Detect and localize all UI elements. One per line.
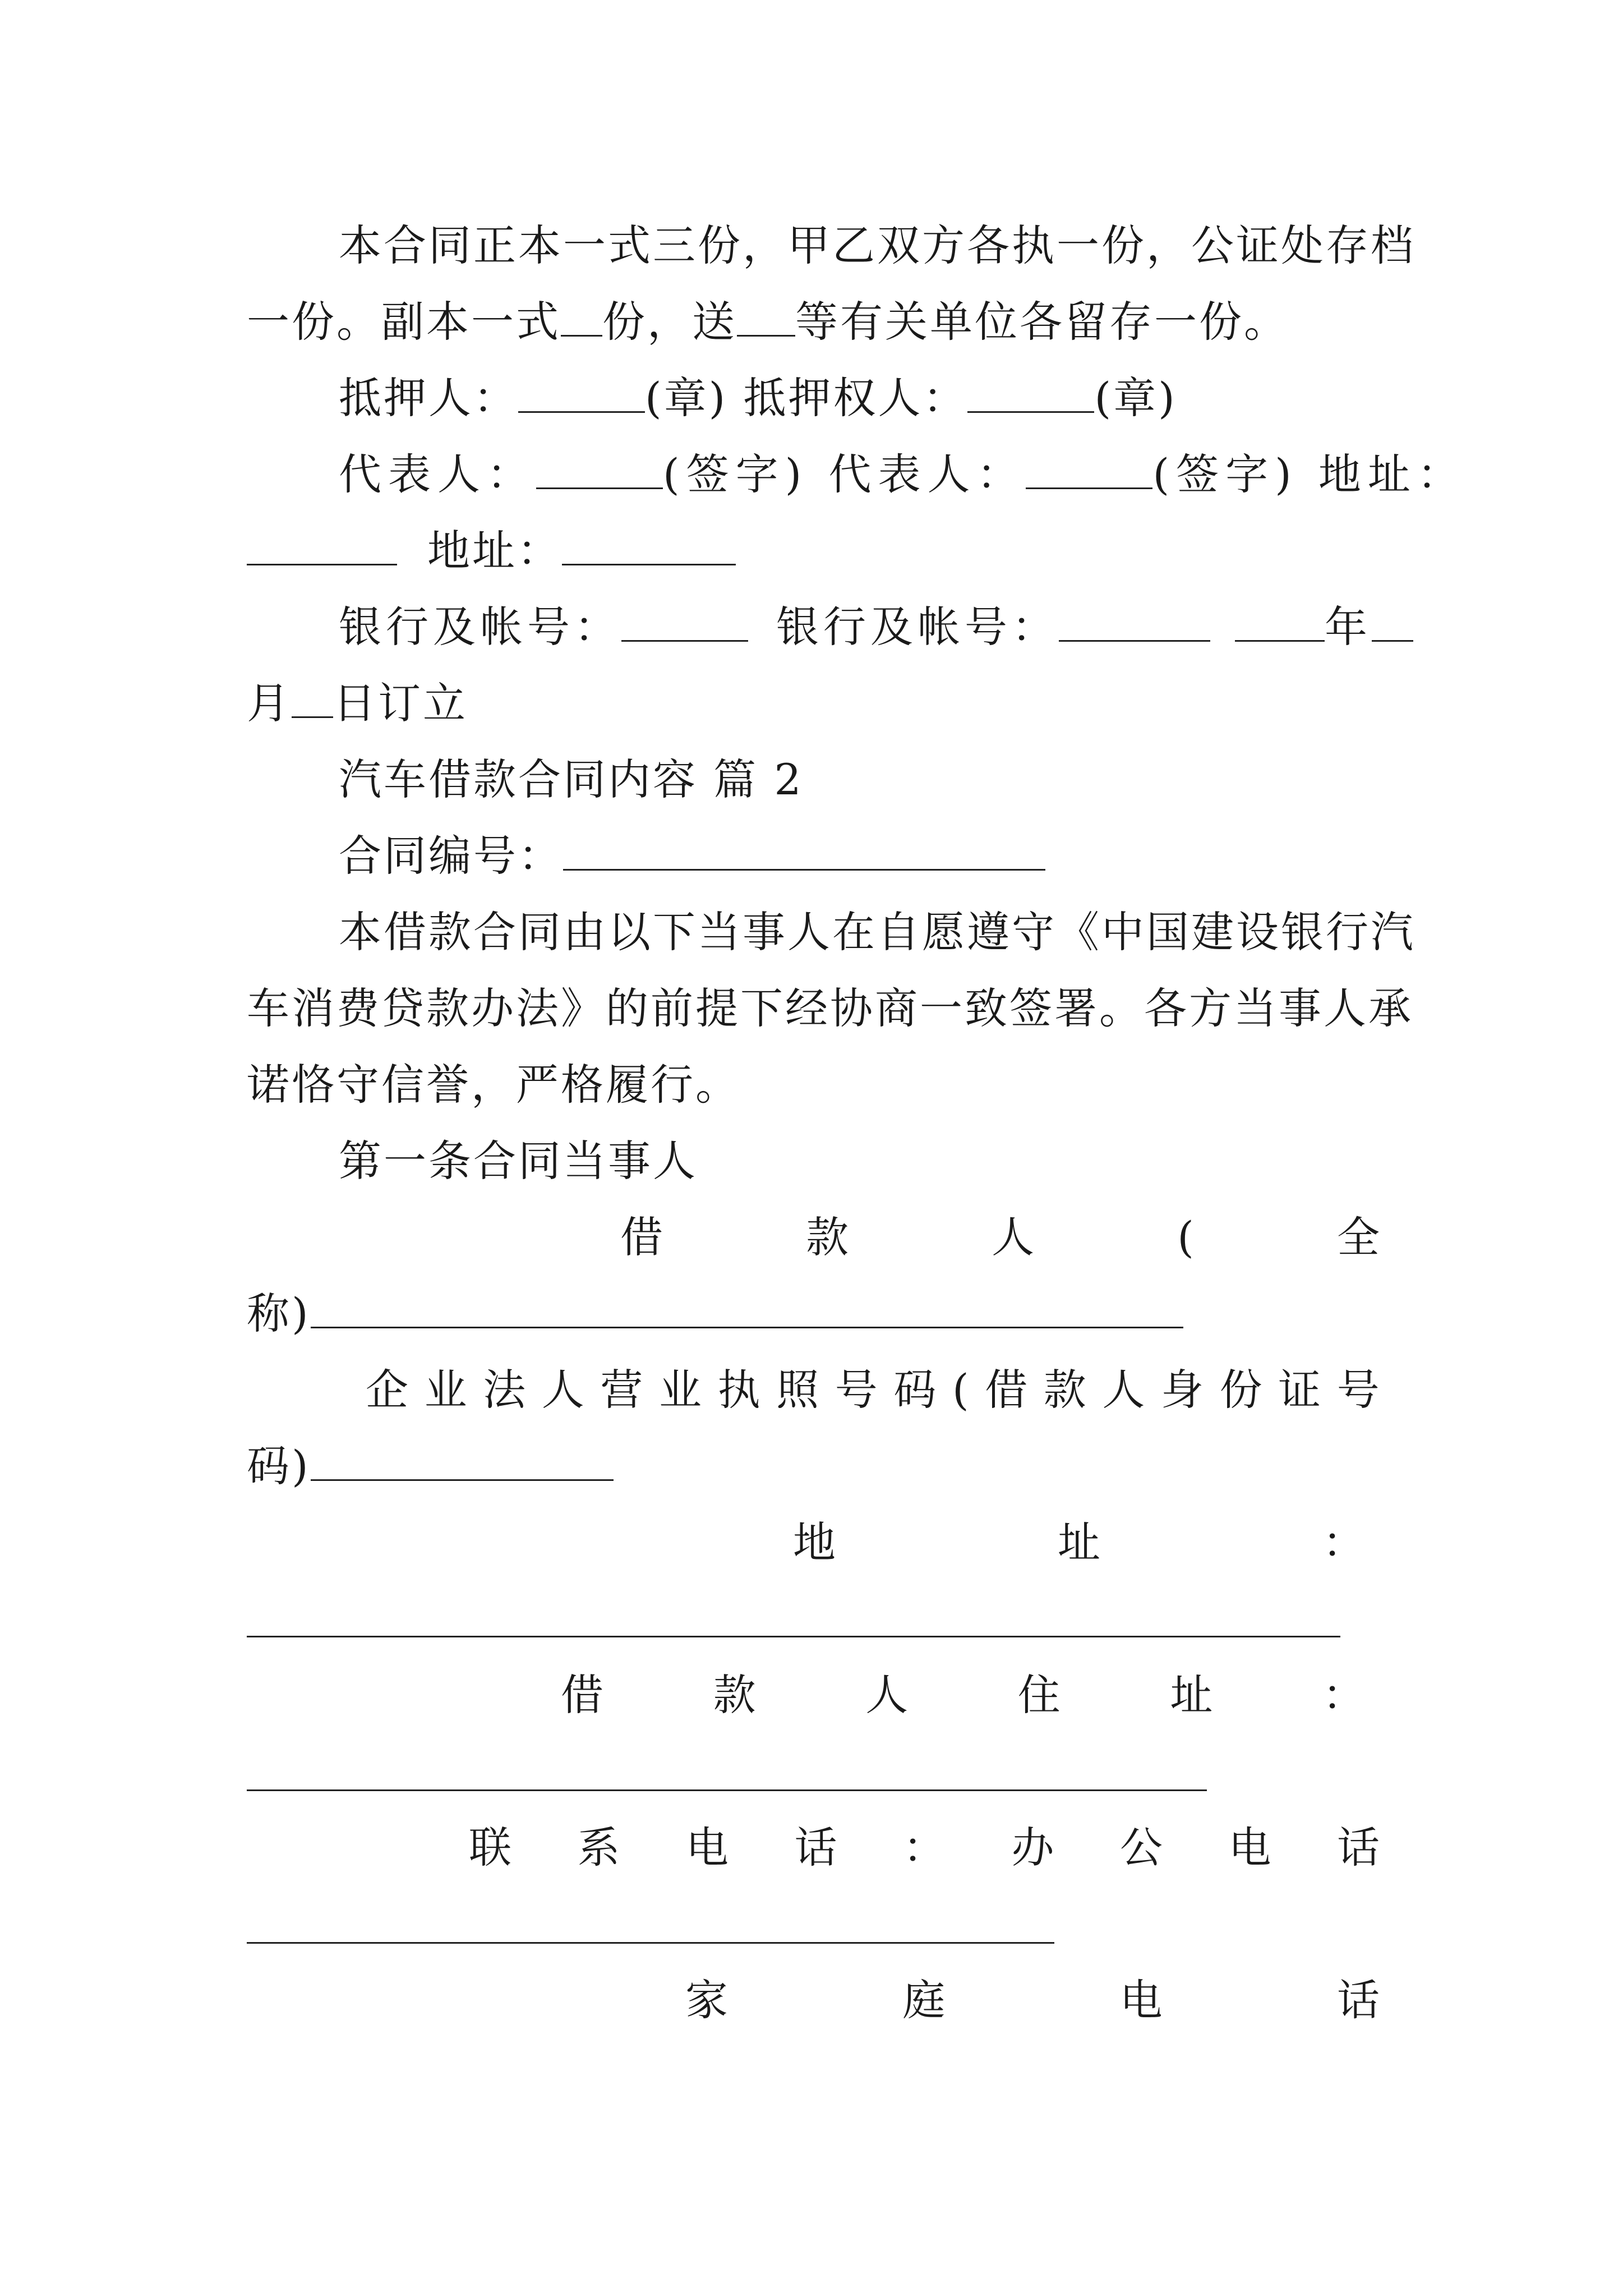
text: 一份。副本一式 — [247, 297, 561, 347]
blank-field — [1026, 450, 1152, 489]
spread-char: 份 — [1219, 1365, 1262, 1415]
text: 第一条合同当事人 — [339, 1136, 698, 1186]
blank-field — [311, 1290, 1183, 1328]
borrower-full-name-line — [620, 1211, 1380, 1264]
borrower-full-name-line-2 — [247, 1287, 1183, 1341]
spread-char: 住 — [1017, 1670, 1061, 1720]
office-phone-blank-rule — [247, 1942, 1054, 1944]
seal-label: (章) — [1094, 373, 1177, 423]
spread-char: 号 — [834, 1365, 878, 1415]
intro-line-3 — [247, 1058, 740, 1112]
spread-char: ： — [1322, 1670, 1365, 1720]
spread-char: 人 — [1102, 1365, 1145, 1415]
blank-field — [292, 679, 333, 718]
blank-field — [1372, 603, 1413, 642]
blank-field — [562, 527, 736, 565]
text: 本借款合同由以下当事人在自愿遵守《中国建设银行汽 — [339, 907, 1415, 957]
address-label: 地址： — [427, 526, 562, 576]
spread-char: 人 — [992, 1212, 1035, 1262]
spread-char: 借 — [620, 1212, 663, 1262]
spread-char: 借 — [561, 1670, 603, 1720]
year-label: 年 — [1325, 602, 1372, 652]
blank-field — [737, 298, 795, 337]
paragraph-copies-line-1 — [339, 219, 1415, 273]
intro-line-2 — [247, 982, 1413, 1036]
text: 等有关单位各留存一份。 — [795, 297, 1289, 347]
spread-char: 企 — [366, 1365, 408, 1415]
text: 车消费贷款办法》的前提下经协商一致签署。各方当事人承 — [247, 983, 1413, 1033]
spread-char: 办 — [1011, 1823, 1054, 1872]
mortgagor-line — [339, 371, 1177, 425]
business-license-line — [366, 1363, 1380, 1417]
contract-number-line — [339, 829, 1045, 883]
text: 诺恪守信誉，严格履行。 — [247, 1060, 740, 1110]
blank-field — [1059, 603, 1210, 642]
spread-char: 地 — [793, 1517, 836, 1567]
spread-char: 款 — [806, 1212, 849, 1262]
spread-char: 人 — [865, 1670, 909, 1720]
spread-char: 家 — [685, 1975, 728, 2025]
text: 份，送 — [602, 297, 737, 347]
mortgagee-label: (章) 抵押权人： — [645, 373, 968, 423]
home-phone-line — [685, 1973, 1380, 2027]
address-line — [247, 524, 736, 578]
residence-blank-rule — [247, 1789, 1207, 1791]
spread-char: 电 — [1119, 1975, 1163, 2025]
spread-char: 证 — [1278, 1365, 1321, 1415]
spread-char: 执 — [717, 1365, 760, 1415]
blank-field — [621, 603, 748, 642]
spread-char: 身 — [1160, 1365, 1204, 1415]
spread-char: 人 — [541, 1365, 584, 1415]
spread-char: 照 — [776, 1365, 819, 1415]
blank-field — [518, 374, 645, 413]
spread-char: 业 — [424, 1365, 467, 1415]
blank-field — [247, 527, 397, 565]
blank-field — [561, 298, 602, 337]
address-label: (签字) 地址： — [1152, 449, 1467, 499]
day-label: 日订立 — [333, 678, 468, 728]
article-1-heading — [339, 1134, 698, 1188]
spread-char: ( — [1177, 1212, 1194, 1262]
spread-char: 系 — [577, 1823, 620, 1872]
address-blank-rule — [247, 1636, 1340, 1637]
paragraph-copies-line-2 — [247, 295, 1289, 349]
spread-char: ( — [952, 1365, 969, 1415]
mortgagor-label: 抵押人： — [339, 373, 518, 423]
blank-field — [1235, 603, 1325, 642]
intro-line-1 — [339, 905, 1415, 959]
spread-char: 法 — [483, 1365, 526, 1415]
heading-text: 汽车借款合同内容 篇 2 — [339, 754, 804, 804]
month-label: 月 — [247, 678, 292, 728]
spread-char: 号 — [1336, 1365, 1380, 1415]
representative-label: 代表人： — [339, 449, 536, 499]
spread-char: 话 — [1336, 1975, 1380, 2025]
spread-char: 庭 — [902, 1975, 946, 2025]
spread-char: 联 — [469, 1823, 511, 1872]
address-label-line — [793, 1516, 1365, 1570]
spread-char: 业 — [658, 1365, 702, 1415]
spread-char: 款 — [713, 1670, 756, 1720]
bank-account-label: 银行及帐号： — [776, 602, 1059, 652]
text: 称) — [247, 1289, 311, 1338]
spread-char: 营 — [600, 1365, 643, 1415]
date-line — [247, 677, 468, 730]
spread-char: 址 — [1058, 1517, 1100, 1567]
spread-char: 电 — [1228, 1823, 1271, 1872]
spread-char: 话 — [794, 1823, 837, 1872]
blank-field — [536, 450, 663, 489]
blank-field — [311, 1442, 614, 1481]
spread-char: 公 — [1120, 1823, 1163, 1872]
blank-field — [563, 832, 1045, 871]
spread-char: 款 — [1043, 1365, 1086, 1415]
text: 本合同正本一式三份，甲乙双方各执一份，公证处存档 — [339, 220, 1415, 270]
spread-char: ： — [1322, 1517, 1365, 1567]
bank-account-label: 银行及帐号： — [339, 602, 621, 652]
spread-char: 借 — [985, 1365, 1028, 1415]
representative-label: (签字) 代表人： — [663, 449, 1026, 499]
spread-char: 码 — [893, 1365, 937, 1415]
business-license-line-2 — [247, 1439, 614, 1493]
spread-char: 全 — [1336, 1212, 1380, 1262]
spread-char: 电 — [686, 1823, 728, 1872]
borrower-residence-line — [561, 1668, 1365, 1722]
blank-field — [967, 374, 1094, 413]
section-heading — [339, 753, 804, 807]
text: 码) — [247, 1441, 311, 1491]
contract-number-label: 合同编号： — [339, 831, 563, 881]
spread-char: 址 — [1170, 1670, 1213, 1720]
office-phone-line — [469, 1821, 1380, 1875]
spread-char: ： — [903, 1823, 946, 1872]
spread-char: 话 — [1337, 1823, 1380, 1872]
bank-account-line — [339, 600, 1413, 654]
representative-line — [339, 448, 1467, 501]
